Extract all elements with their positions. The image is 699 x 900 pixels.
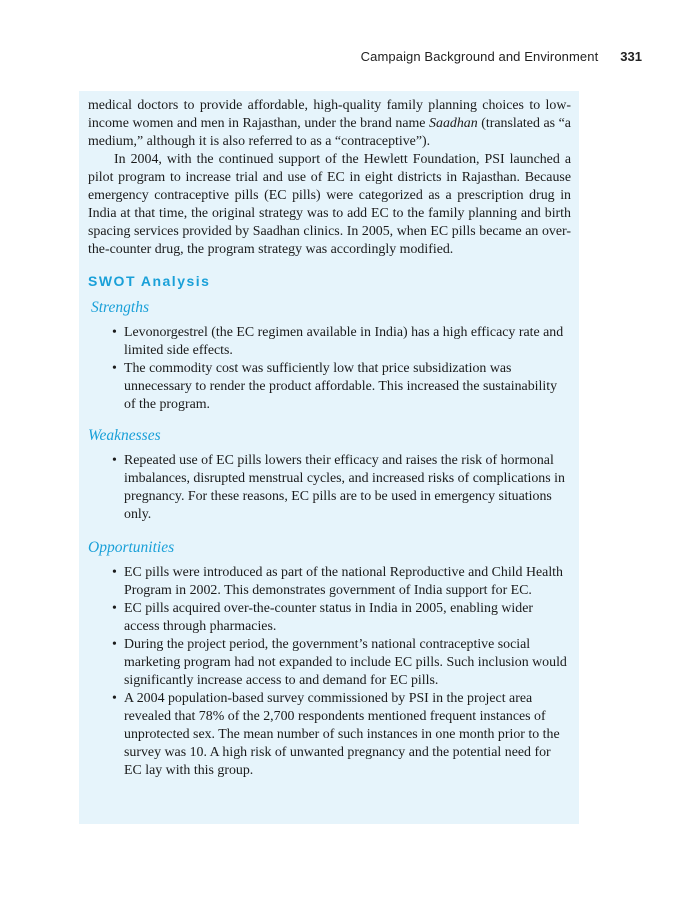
strengths-heading: Strengths bbox=[91, 299, 149, 316]
list-item: • The commodity cost was sufficiently low that price subsidization was unnecessary to render the product affordable. This increased the sustainability of the program. bbox=[124, 360, 571, 414]
weaknesses-list bbox=[88, 452, 571, 524]
running-title: Campaign Background and Environment bbox=[360, 49, 599, 64]
list-item: • EC pills acquired over-the-counter status in India in 2005, enabling wider access through pharmacies. bbox=[124, 600, 571, 636]
list-item: • Levonorgestrel (the EC regimen available in India) has a high efficacy rate and limited side effects. bbox=[124, 324, 571, 360]
list-item: • A 2004 population-based survey commissioned by PSI in the project area revealed that 78% of the 2,700 respondents mentioned frequent instances of unprotected sex. The mean number of such instances in one month prior to the survey was 10. A high risk of unwanted pregnancy and the potential need for EC lay with this group. bbox=[124, 690, 571, 780]
opportunities-list bbox=[88, 564, 571, 780]
intro-text-continued: (translated as “a medium,” although it is also referred to as a “contraceptive”). bbox=[88, 116, 571, 149]
opportunities-heading: Opportunities bbox=[88, 539, 175, 556]
weaknesses-heading: Weaknesses bbox=[88, 427, 161, 444]
intro-paragraph-2: In 2004, with the continued support of the Hewlett Foundation, PSI launched a pilot program to increase trial and use of EC in eight districts in Rajasthan. Because emergency contraceptive pills (EC pills) were categorized as a prescription drug in India at that time, the original strategy was to add EC to the family planning and birth spacing services provided by Saadhan clinics. In 2005, when EC pills became an over-the-counter drug, the program strategy was accordingly modified. bbox=[88, 152, 571, 257]
list-item: • During the project period, the government’s national contraceptive social marketing program had not expanded to include EC pills. Such inclusion would significantly increase access to and demand for EC pills. bbox=[124, 636, 571, 690]
list-item: • Repeated use of EC pills lowers their efficacy and raises the risk of hormonal imbalances, disrupted menstrual cycles, and increased risks of complications in pregnancy. For these reasons, EC pills are to be used in emergency situations only. bbox=[124, 452, 571, 524]
page-number: 331 bbox=[620, 49, 642, 64]
running-head bbox=[0, 49, 642, 64]
strengths-list bbox=[88, 324, 571, 414]
case-study-box bbox=[79, 91, 579, 824]
brand-name: Saadhan bbox=[429, 116, 478, 131]
list-item: • EC pills were introduced as part of the national Reproductive and Child Health Program in 2002. This demonstrates government of India support for EC. bbox=[124, 564, 571, 600]
swot-heading: SWOT Analysis bbox=[88, 273, 211, 289]
intro-paragraph-1 bbox=[88, 97, 571, 151]
intro-text: medical doctors to provide affordable, high-quality family planning choices to low-income women and men in Rajasthan, under the brand name bbox=[88, 98, 571, 131]
